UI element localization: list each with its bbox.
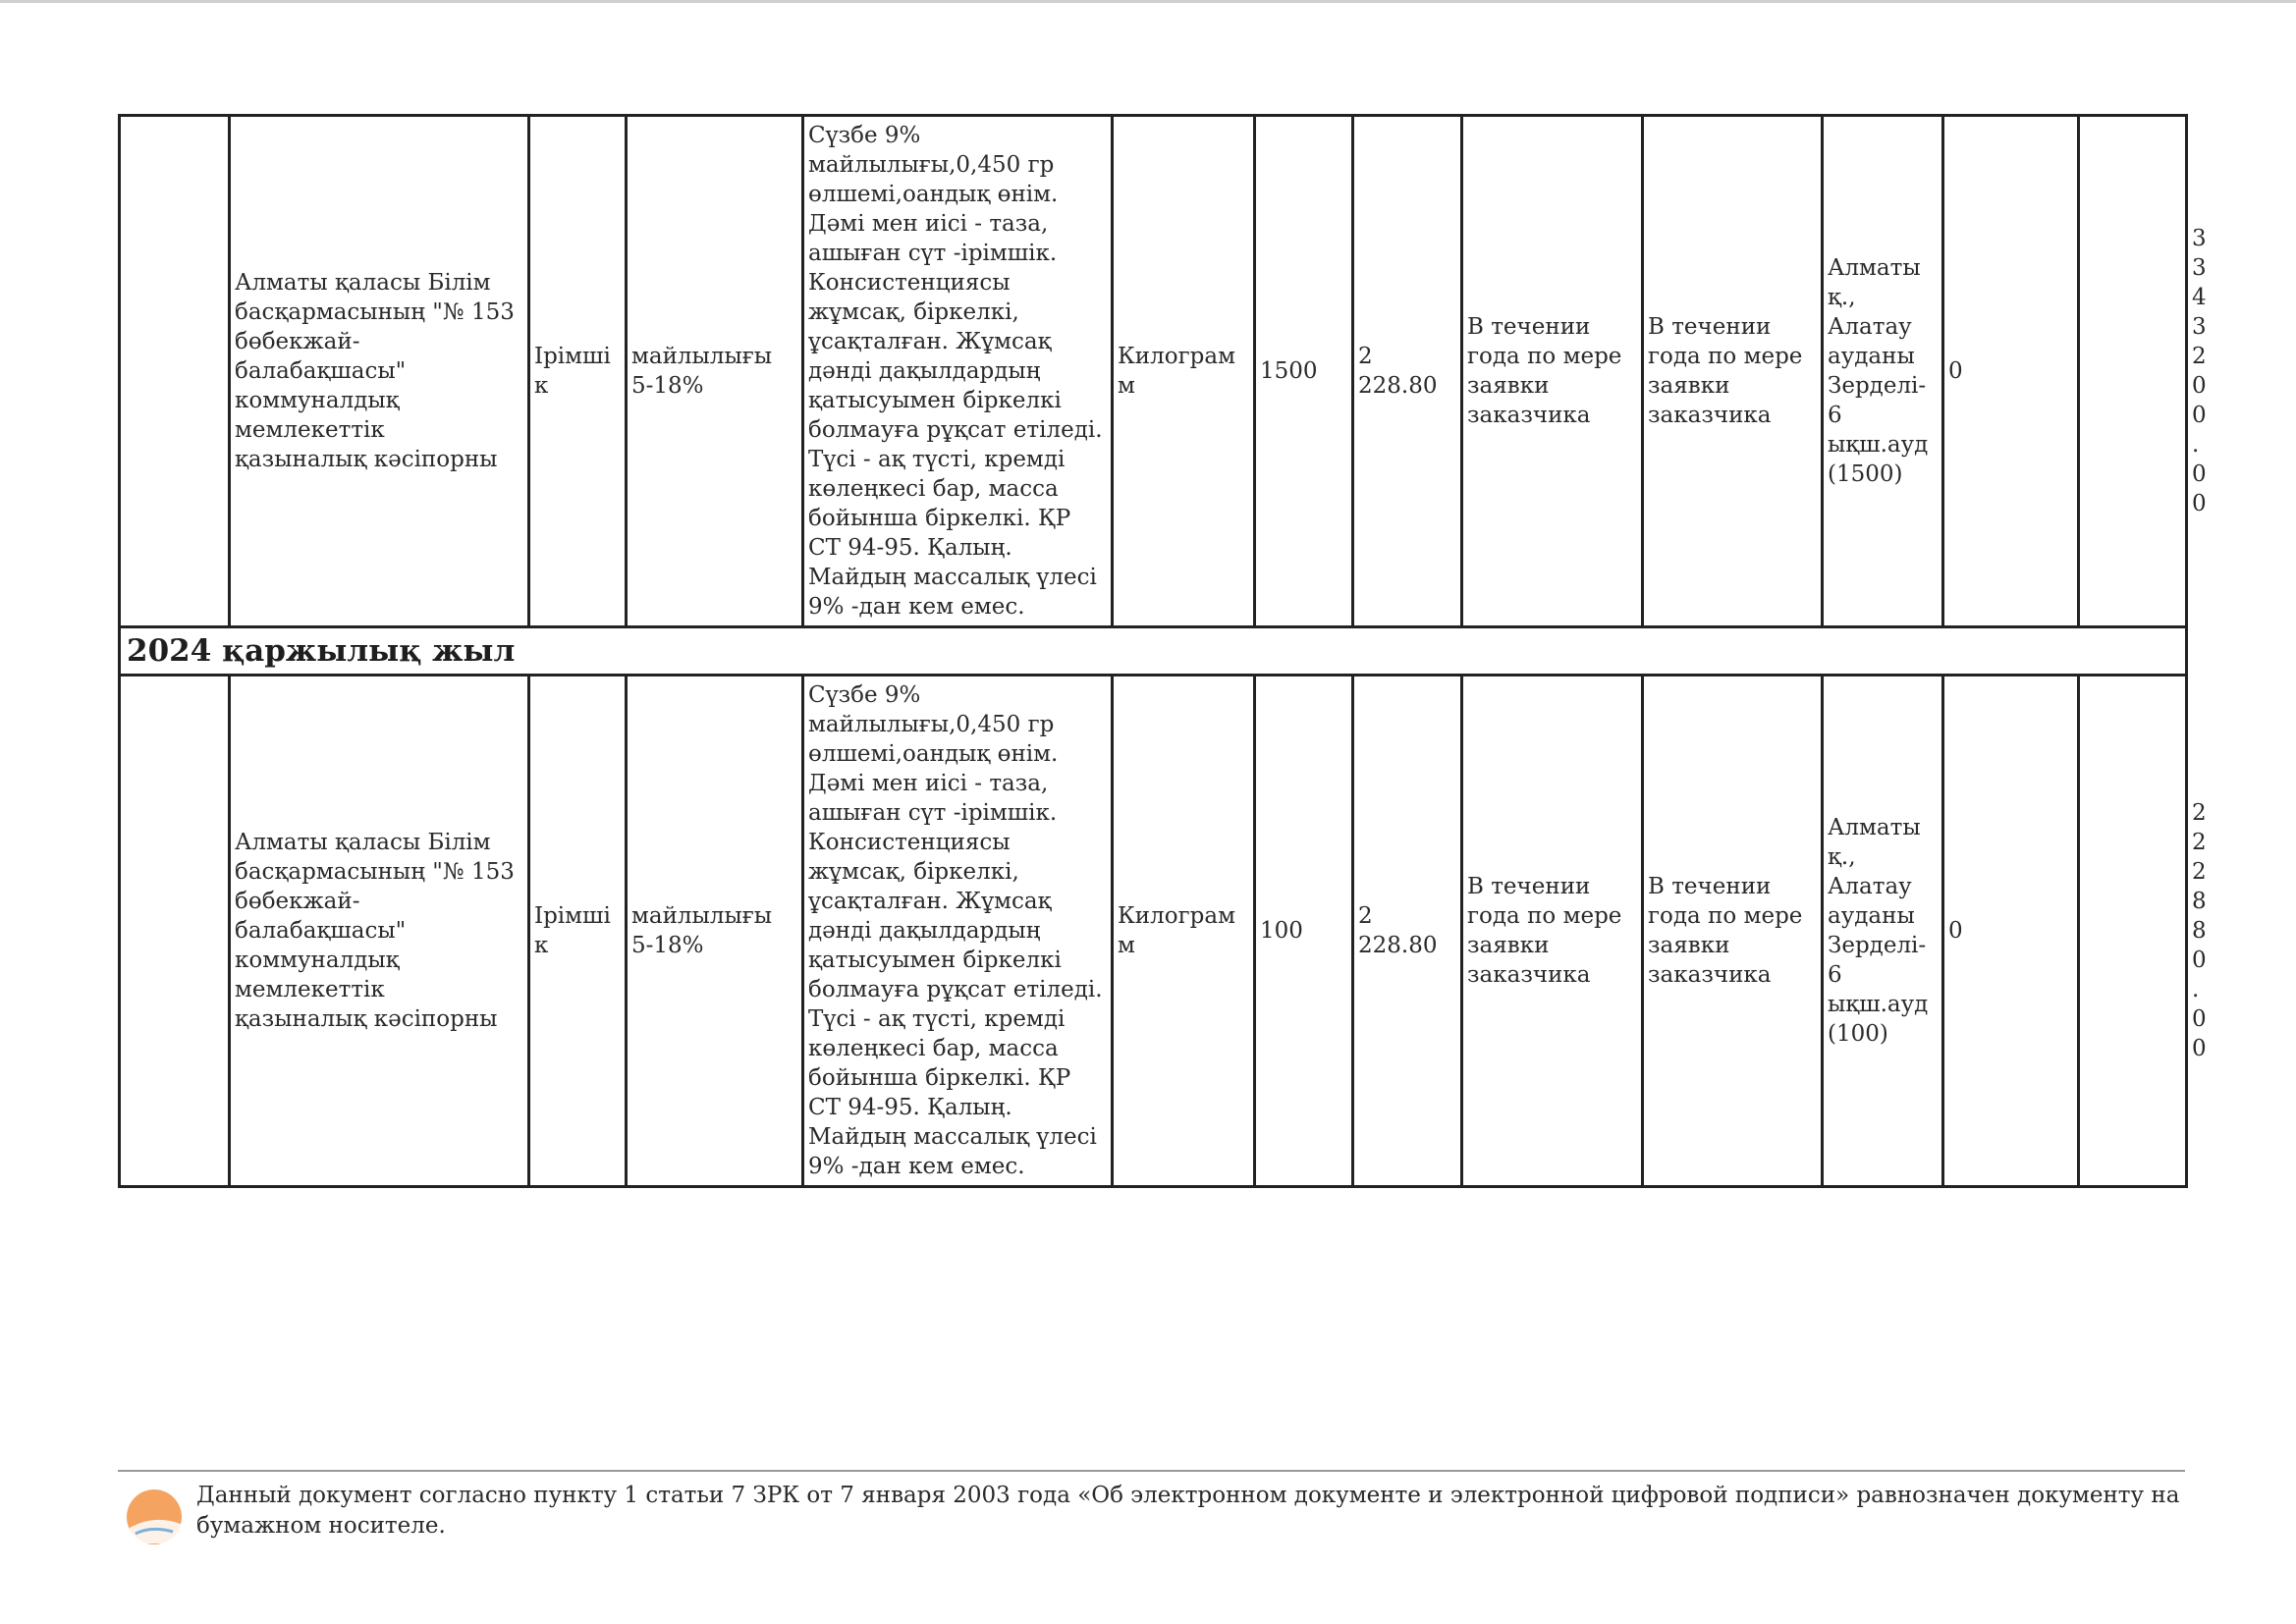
unit-cell: Килограмм	[1113, 116, 1255, 627]
item-name-cell: Ірімшік	[529, 116, 627, 627]
footer-legal-text: Данный документ согласно пункту 1 статьи 7 ЗРК от 7 января 2003 года «Об электронном документе и электронной цифровой подписи» равнозначен документу на бумажном носителе.	[196, 1483, 2180, 1539]
table-row: Алматы қаласы Білім басқармасының "№ 153 бөбекжай-балабақшасы" коммуналдық мемлекеттік қазыналық кәсіпорны Ірімшік майлылығы 5-18% Сүзбе 9% майлылығы,0,450 гр өлшемі,оандық өнім. Дәмі мен иісі - таза, ашыған сүт -ірімшік. Консистенциясы жұмсақ, біркелкі, ұсақталған. Жұмсақ дәнді дақылдардың қатысуымен біркелкі болмауға рұқсат етіледі. Түсі - ақ түсті, кремді көлеңкесі бар, масса бойынша біркелкі. ҚР СТ 94-95. Қалың. Майдың массалық үлесі 9% -дан кем емес. Килограмм 100 2 228.80 В течении года по мере заявки заказчика В течении года по мере заявки заказчика Алматы қ., Алатау ауданы Зерделі-6 ықш.ауд (100) 0 222 880.00	[120, 676, 2187, 1187]
payment-term-cell: В течении года по мере заявки заказчика	[1643, 116, 1823, 627]
year-header-row	[120, 627, 2187, 676]
unit-cell: Килограмм	[1113, 676, 1255, 1187]
price-cell: 2 228.80	[1353, 676, 1462, 1187]
year-label: 2024 қаржылық жыл	[120, 627, 2187, 676]
customer-cell: Алматы қаласы Білім басқармасының "№ 153 бөбекжай-балабақшасы" коммуналдық мемлекеттік қазыналық кәсіпорны	[230, 116, 529, 627]
advance-cell: 0	[1943, 116, 2079, 627]
description-cell: Сүзбе 9% майлылығы,0,450 гр өлшемі,оандық өнім. Дәмі мен иісі - таза, ашыған сүт -ірімшік. Консистенциясы жұмсақ, біркелкі, ұсақталған. Жұмсақ дәнді дақылдардың қатысуымен біркелкі болмауға рұқсат етіледі. Түсі - ақ түсті, кремді көлеңкесі бар, масса бойынша біркелкі. ҚР СТ 94-95. Қалың. Майдың массалық үлесі 9% -дан кем емес.	[803, 116, 1113, 627]
description-cell: Сүзбе 9% майлылығы,0,450 гр өлшемі,оандық өнім. Дәмі мен иісі - таза, ашыған сүт -ірімшік. Консистенциясы жұмсақ, біркелкі, ұсақталған. Жұмсақ дәнді дақылдардың қатысуымен біркелкі болмауға рұқсат етіледі. Түсі - ақ түсті, кремді көлеңкесі бар, масса бойынша біркелкі. ҚР СТ 94-95. Қалың. Майдың массалық үлесі 9% -дан кем емес.	[803, 676, 1113, 1187]
characteristic-cell: майлылығы 5-18%	[627, 676, 803, 1187]
row-number-cell	[120, 116, 230, 627]
delivery-term-cell: В течении года по мере заявки заказчика	[1462, 116, 1643, 627]
customer-cell: Алматы қаласы Білім басқармасының "№ 153 бөбекжай-балабақшасы" коммуналдық мемлекеттік қазыналық кәсіпорны	[230, 676, 529, 1187]
quantity-cell: 100	[1255, 676, 1353, 1187]
footer	[122, 1481, 2184, 1549]
page-top-edge	[0, 0, 2296, 3]
row-number-cell	[120, 676, 230, 1187]
payment-term-cell: В течении года по мере заявки заказчика	[1643, 676, 1823, 1187]
delivery-term-cell: В течении года по мере заявки заказчика	[1462, 676, 1643, 1187]
quantity-cell: 1500	[1255, 116, 1353, 627]
delivery-place-cell: Алматы қ., Алатау ауданы Зерделі-6 ықш.ауд (1500)	[1823, 116, 1943, 627]
extra-cell	[2079, 676, 2187, 1187]
extra-cell	[2079, 116, 2187, 627]
price-cell: 2 228.80	[1353, 116, 1462, 627]
digital-signature-seal-icon	[122, 1485, 187, 1549]
footer-divider	[118, 1470, 2185, 1472]
procurement-table	[118, 114, 2207, 1188]
table-row: Алматы қаласы Білім басқармасының "№ 153 бөбекжай-балабақшасы" коммуналдық мемлекеттік қазыналық кәсіпорны Ірімшік майлылығы 5-18% Сүзбе 9% майлылығы,0,450 гр өлшемі,оандық өнім. Дәмі мен иісі - таза, ашыған сүт -ірімшік. Консистенциясы жұмсақ, біркелкі, ұсақталған. Жұмсақ дәнді дақылдардың қатысуымен біркелкі болмауға рұқсат етіледі. Түсі - ақ түсті, кремді көлеңкесі бар, масса бойынша біркелкі. ҚР СТ 94-95. Қалың. Майдың массалық үлесі 9% -дан кем емес. Килограмм 1500 2 228.80 В течении года по мере заявки заказчика В течении года по мере заявки заказчика Алматы қ., Алатау ауданы Зерделі-6 ықш.ауд (1500) 0 3 343 200.00	[120, 116, 2187, 627]
delivery-place-cell: Алматы қ., Алатау ауданы Зерделі-6 ықш.ауд (100)	[1823, 676, 1943, 1187]
characteristic-cell: майлылығы 5-18%	[627, 116, 803, 627]
advance-cell: 0	[1943, 676, 2079, 1187]
item-name-cell: Ірімшік	[529, 676, 627, 1187]
